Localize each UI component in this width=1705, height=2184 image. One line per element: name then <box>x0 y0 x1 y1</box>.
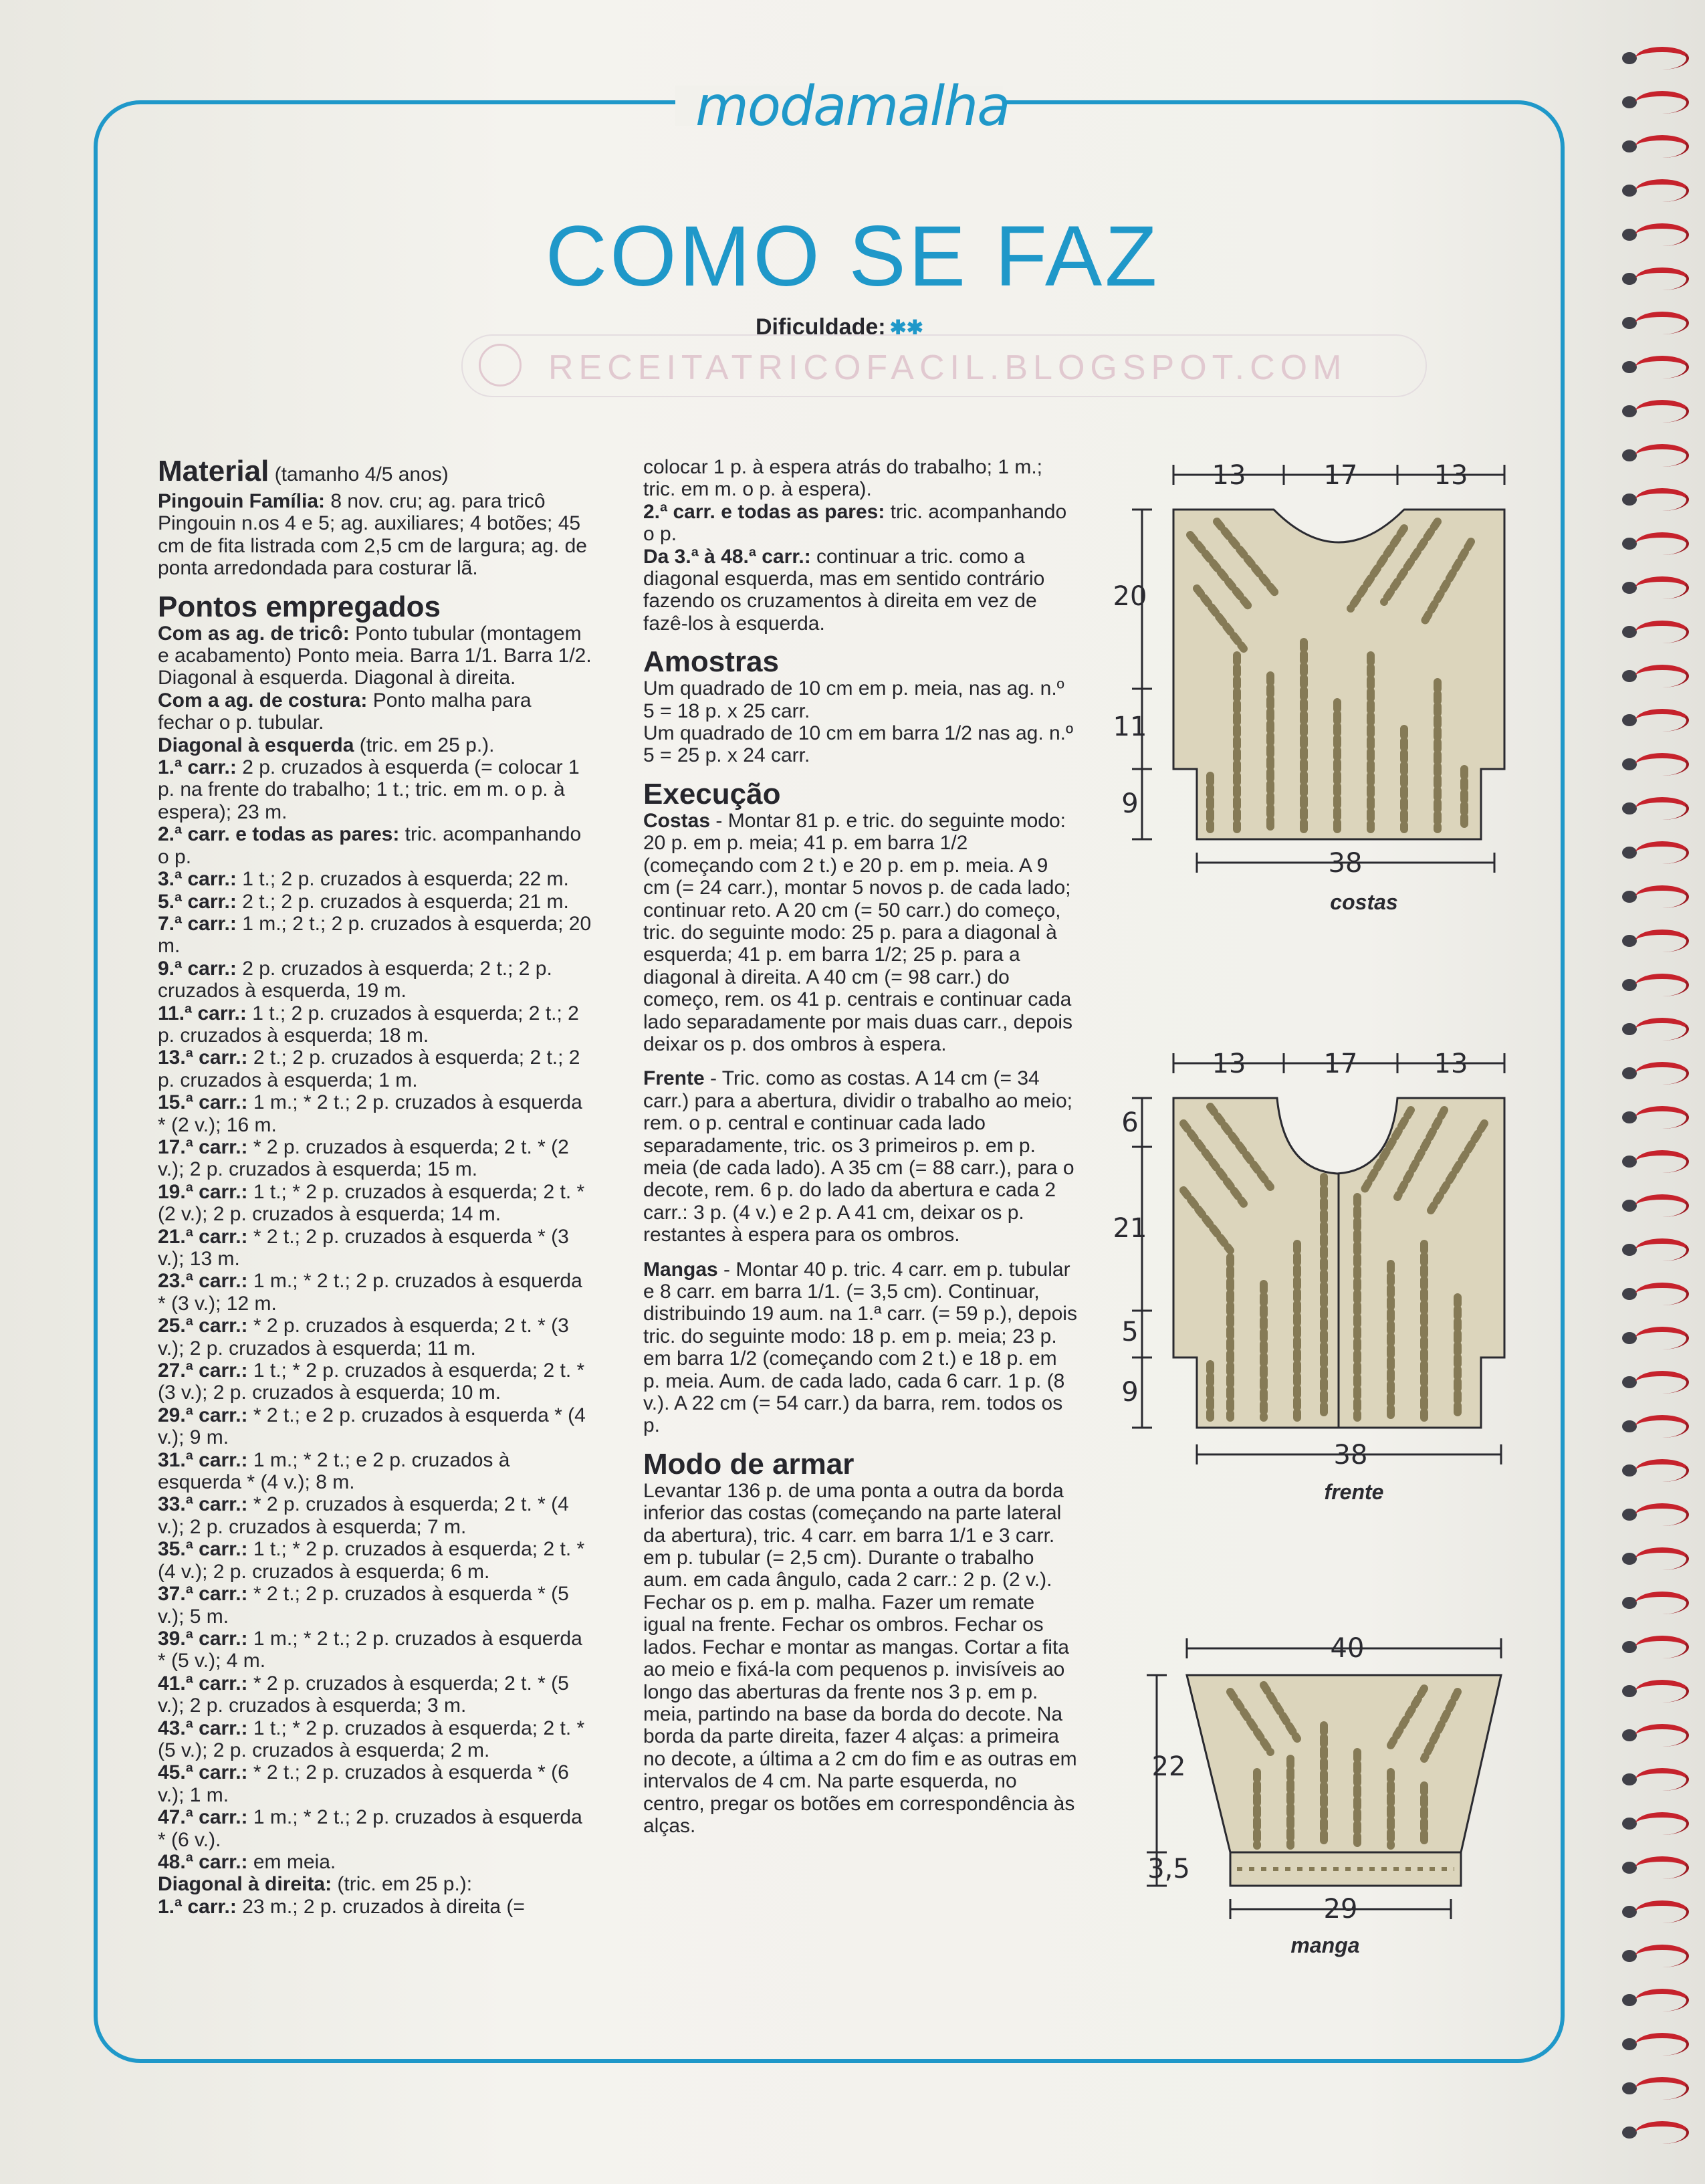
binding-ring <box>1635 1238 1689 1261</box>
instruction-label: 11.ª carr.: <box>158 1002 247 1024</box>
instruction-text: 1 m.; * 2 t.; e 2 p. cruzados à esquerda * (4 v.); 8 m. <box>158 1448 510 1494</box>
instruction-label: 43.ª carr.: <box>158 1717 248 1739</box>
binding-ring <box>1635 753 1689 776</box>
section-heading <box>158 592 592 623</box>
instruction-text: 8 nov. cru; ag. para tricô Pingouin n.os 4 e 5; ag. auxiliares; 4 botões; 45 cm de fita listrada com 2,5 cm de largura; ag. de ponta arredondada para costurar lã. <box>158 490 587 580</box>
binding-ring <box>1635 1150 1689 1173</box>
instruction-text: tric. acompanhando o p. <box>643 500 1067 546</box>
instruction-label: 45.ª carr.: <box>158 1761 248 1784</box>
watermark-text: RECEITATRICOFACIL.BLOGSPOT.COM <box>548 348 1347 387</box>
binding-hole <box>1622 538 1637 550</box>
instruction-label: 48.ª carr.: <box>158 1850 248 1873</box>
instruction-label: 41.ª carr.: <box>158 1672 248 1695</box>
instruction-paragraph <box>158 1672 592 1717</box>
binding-hole <box>1622 670 1637 682</box>
binding-ring <box>1635 1812 1689 1835</box>
instruction-paragraph <box>158 1583 592 1628</box>
instruction-text: - Montar 81 p. e tric. do seguinte modo: 20 p. em p. meia; 41 p. em barra 1/2 (começando com 2 t.) e 20 p. em p. meia. A 9 cm (= 24 carr.), montar 5 novos p. de cada lado; continuar reto. A 20 cm (= 50 carr.) do começo, tric. do seguinte modo: 25 p. para a diagonal à esquerda; 41 p. em barra 1/2; 25 p. para a diagonal à direita. A 40 cm (= 98 carr.) do começo, rem. os 41 p. centrais e continuar cada lado separadamente por mais duas carr., depois deixar os p. dos ombros à espera. <box>643 809 1073 1055</box>
binding-hole <box>1622 140 1637 152</box>
frente-dim-side-3: 5 <box>1121 1317 1139 1347</box>
binding-ring <box>1635 179 1689 202</box>
binding-hole <box>1622 1641 1637 1653</box>
costas-dim-top-center: 17 <box>1323 460 1358 491</box>
instruction-text: 23 m.; 2 p. cruzados à direita (= <box>236 1895 525 1918</box>
binding-hole <box>1622 1685 1637 1697</box>
instruction-label: Execução <box>643 777 781 810</box>
binding-ring <box>1635 1283 1689 1305</box>
instruction-text: 2 p. cruzados à esquerda (= colocar 1 p. na frente do trabalho; 1 t.; tric. em m. o p. à espera); 23 m. <box>158 756 580 823</box>
binding-ring <box>1635 930 1689 952</box>
instruction-text: Um quadrado de 10 cm em barra 1/2 nas ag. n.º 5 = 25 p. x 24 carr. <box>643 722 1073 767</box>
instruction-label: Frente <box>643 1067 705 1090</box>
instruction-paragraph <box>643 546 1078 635</box>
instruction-text: * 2 t.; e 2 p. cruzados à esquerda * (4 v.); 9 m. <box>158 1404 586 1449</box>
binding-ring <box>1635 1989 1689 2011</box>
instruction-label: Com as ag. de tricô: <box>158 622 350 645</box>
instruction-label: Amostras <box>643 645 779 679</box>
binding-hole <box>1622 582 1637 594</box>
binding-ring <box>1635 885 1689 908</box>
instruction-paragraph <box>643 1259 1078 1437</box>
costas-dim-bottom: 38 <box>1328 848 1363 879</box>
instruction-label: Da 3.ª à 48.ª carr.: <box>643 545 811 568</box>
instruction-text: 1 m.; * 2 t.; 2 p. cruzados à esquerda * (6 v.). <box>158 1806 582 1851</box>
binding-ring <box>1635 1900 1689 1923</box>
diagram-manga <box>1137 1625 1524 1959</box>
binding-hole <box>1622 1376 1637 1388</box>
instruction-paragraph <box>158 1181 592 1226</box>
instruction-label: Material <box>158 455 269 487</box>
binding-ring <box>1635 1945 1689 1967</box>
instruction-paragraph <box>643 677 1078 722</box>
binding-ring <box>1635 2121 1689 2144</box>
binding-ring <box>1635 1062 1689 1085</box>
binding-hole <box>1622 2038 1637 2050</box>
binding-ring <box>1635 488 1689 511</box>
instruction-text: continuar a tric. como a diagonal esquerda, mas em sentido contrário fazendo os cruzamentos à direita em vez de fazê-los à esquerda. <box>643 545 1045 635</box>
binding-ring <box>1635 1680 1689 1703</box>
frente-dim-top-center: 17 <box>1323 1049 1358 1079</box>
binding-hole <box>1622 1818 1637 1830</box>
binding-hole <box>1622 1509 1637 1521</box>
binding-hole <box>1622 52 1637 64</box>
binding-hole <box>1622 361 1637 373</box>
binding-hole <box>1622 96 1637 108</box>
instruction-text: - Montar 40 p. tric. 4 carr. em p. tubular e 8 carr. em barra 1/1. (= 3,5 cm). Continuar, distribuindo 19 aum. na 1.ª carr. (= 59 p.), depois tric. do seguinte modo: 18 p. em p. meia; 23 p. em barra 1/2 (começando com 2 t.) e 18 p. em p. meia. Aum. de cada lado, cada 6 carr. 1 p. (8 v.). A 22 cm (= 54 carr.) da barra, rem. todos os p. <box>643 1258 1077 1437</box>
binding-ring <box>1635 1415 1689 1438</box>
binding-hole <box>1622 1332 1637 1344</box>
frente-dim-bottom: 38 <box>1333 1440 1368 1470</box>
instruction-paragraph <box>158 1493 592 1538</box>
binding-hole <box>1622 1994 1637 2006</box>
binding-hole <box>1622 802 1637 814</box>
binding-ring <box>1635 532 1689 555</box>
costas-dim-side-middle: 11 <box>1113 712 1147 742</box>
binding-hole <box>1622 2126 1637 2139</box>
instruction-label: 35.ª carr.: <box>158 1538 248 1561</box>
instruction-label: Modo de armar <box>643 1447 855 1481</box>
instruction-text: (tric. em 25 p.): <box>332 1873 473 1896</box>
instruction-paragraph <box>643 456 1078 501</box>
instruction-label: 23.ª carr.: <box>158 1270 248 1293</box>
instruction-label: 29.ª carr.: <box>158 1404 248 1426</box>
frente-dim-side-4: 9 <box>1121 1377 1139 1408</box>
section-heading <box>643 779 1078 810</box>
instruction-label: 27.ª carr.: <box>158 1359 248 1382</box>
binding-ring <box>1635 47 1689 70</box>
instructions-column-middle <box>643 456 1078 1837</box>
instructions-column-left <box>158 456 592 1918</box>
instruction-text: * 2 p. cruzados à esquerda; 2 t. * (3 v.); 2 p. cruzados à esquerda; 11 m. <box>158 1315 569 1359</box>
binding-ring <box>1635 1106 1689 1129</box>
binding-hole <box>1622 1729 1637 1741</box>
binding-ring <box>1635 974 1689 996</box>
section-heading <box>643 647 1078 677</box>
instruction-label: 15.ª carr.: <box>158 1091 248 1114</box>
instruction-text: Um quadrado de 10 cm em p. meia, nas ag. n.º 5 = 18 p. x 25 carr. <box>643 677 1064 722</box>
binding-hole <box>1622 1200 1637 1212</box>
binding-ring <box>1635 1592 1689 1614</box>
binding-hole <box>1622 758 1637 770</box>
binding-ring <box>1635 841 1689 864</box>
binding-ring <box>1635 400 1689 423</box>
instruction-label: Costas <box>643 809 711 832</box>
instruction-label: 1.ª carr.: <box>158 1895 237 1918</box>
binding-hole <box>1622 229 1637 241</box>
binding-ring <box>1635 312 1689 334</box>
instruction-paragraph <box>158 1136 592 1181</box>
instruction-paragraph <box>643 722 1078 767</box>
instruction-paragraph <box>643 501 1078 546</box>
instruction-text: 1 m.; * 2 t.; 2 p. cruzados à esquerda * (3 v.); 12 m. <box>158 1270 582 1315</box>
instruction-paragraph <box>158 1896 592 1918</box>
instruction-label: 37.ª carr.: <box>158 1583 248 1606</box>
instruction-label: Mangas <box>643 1258 718 1281</box>
instruction-text: 1 t.; * 2 p. cruzados à esquerda; 2 t. * (4 v.); 2 p. cruzados à esquerda; 6 m. <box>158 1538 585 1583</box>
manga-dim-bottom: 29 <box>1323 1894 1358 1925</box>
instruction-label: 5.ª carr.: <box>158 890 237 913</box>
difficulty-label: Dificuldade: <box>756 314 886 340</box>
binding-hole <box>1622 935 1637 947</box>
instruction-paragraph <box>158 1717 592 1762</box>
binding-ring <box>1635 665 1689 687</box>
instruction-label: 2.ª carr. e todas as pares: <box>643 500 885 523</box>
instruction-text: * 2 t.; 2 p. cruzados à esquerda * (5 v.); 5 m. <box>158 1583 569 1628</box>
binding-ring <box>1635 1194 1689 1217</box>
instruction-paragraph <box>158 623 592 689</box>
frente-dim-side-2: 21 <box>1113 1213 1147 1244</box>
instruction-text: * 2 t.; 2 p. cruzados à esquerda * (3 v.); 13 m. <box>158 1225 569 1270</box>
instruction-text: 2 t.; 2 p. cruzados à esquerda; 21 m. <box>236 890 569 913</box>
frente-dim-side-1: 6 <box>1121 1107 1139 1138</box>
binding-hole <box>1622 1862 1637 1874</box>
binding-hole <box>1622 1156 1637 1168</box>
instruction-label: Diagonal à direita: <box>158 1873 332 1896</box>
instruction-text: 1 t.; * 2 p. cruzados à esquerda; 2 t. * (3 v.); 2 p. cruzados à esquerda; 10 m. <box>158 1359 585 1404</box>
instruction-label: 33.ª carr.: <box>158 1493 248 1516</box>
instruction-text: 1 t.; 2 p. cruzados à esquerda; 22 m. <box>236 868 569 891</box>
instruction-label: Diagonal à esquerda <box>158 734 354 756</box>
binding-hole <box>1622 626 1637 638</box>
binding-ring <box>1635 1724 1689 1747</box>
frente-dim-top-right: 13 <box>1434 1049 1468 1079</box>
instruction-paragraph <box>158 1806 592 1851</box>
instruction-text: (tamanho 4/5 anos) <box>269 463 449 485</box>
instruction-label: Pontos empregados <box>158 590 441 623</box>
manga-dim-side-length: 22 <box>1151 1751 1186 1782</box>
instruction-label: 3.ª carr.: <box>158 868 237 891</box>
instruction-text: Ponto tubular (montagem e acabamento) Ponto meia. Barra 1/1. Barra 1/2. Diagonal à esquerda. Diagonal à direita. <box>158 622 592 689</box>
instruction-paragraph <box>643 810 1078 1055</box>
instruction-label: 31.ª carr.: <box>158 1448 248 1471</box>
instruction-paragraph <box>158 823 592 868</box>
binding-hole <box>1622 317 1637 329</box>
binding-ring <box>1635 135 1689 158</box>
binding-ring <box>1635 1636 1689 1658</box>
instruction-label: 21.ª carr.: <box>158 1225 248 1248</box>
instruction-text: Ponto malha para fechar o p. tubular. <box>158 689 532 734</box>
instruction-text: tric. acompanhando o p. <box>158 823 582 868</box>
costas-dim-side-lower: 9 <box>1121 788 1139 819</box>
instruction-paragraph <box>643 1480 1078 1838</box>
instruction-label: 17.ª carr.: <box>158 1135 248 1158</box>
instruction-label: 47.ª carr.: <box>158 1806 248 1829</box>
instruction-text: - Tric. como as costas. A 14 cm (= 34 carr.) para a abertura, dividir o trabalho ao meio; rem. o p. central e continuar cada lado separadamente, tric. os 3 primeiros p. em p. meia (de cada lado). A 35 cm (= 88 carr.), para o decote, rem. 6 p. do lado da abertura e cada 2 carr.: 3 p. (4 v.) e 2 p. A 41 cm, deixar os p. restantes à espera para os ombros. <box>643 1067 1074 1246</box>
instruction-paragraph <box>158 689 592 734</box>
instruction-text: 1 m.; * 2 t.; 2 p. cruzados à esquerda * (5 v.); 4 m. <box>158 1627 582 1672</box>
instruction-label: Com a ag. de costura: <box>158 689 368 712</box>
binding-hole <box>1622 1773 1637 1785</box>
instruction-text: * 2 p. cruzados à esquerda; 2 t. * (4 v.); 2 p. cruzados à esquerda; 7 m. <box>158 1493 569 1538</box>
instruction-label: 39.ª carr.: <box>158 1627 248 1650</box>
binding-hole <box>1622 494 1637 506</box>
instruction-paragraph <box>158 1091 592 1136</box>
instruction-paragraph <box>158 756 592 823</box>
instruction-paragraph <box>158 1270 592 1315</box>
binding-hole <box>1622 1288 1637 1300</box>
binding-ring <box>1635 91 1689 114</box>
instruction-text: 1 t.; * 2 p. cruzados à esquerda; 2 t. * (2 v.); 2 p. cruzados à esquerda; 14 m. <box>158 1180 585 1226</box>
binding-hole <box>1622 273 1637 285</box>
binding-hole <box>1622 1950 1637 1962</box>
costas-dim-top-right: 13 <box>1434 460 1468 491</box>
binding-ring <box>1635 1018 1689 1041</box>
diagram-costas <box>1110 455 1524 923</box>
instruction-text: colocar 1 p. à espera atrás do trabalho; 1 m.; tric. em m. o p. à espera). <box>643 456 1042 501</box>
instruction-text: 2 p. cruzados à esquerda; 2 t.; 2 p. cruzados à esquerda, 19 m. <box>158 957 552 1002</box>
section-heading <box>158 456 592 490</box>
instruction-label: 19.ª carr.: <box>158 1180 248 1203</box>
frente-dim-top-left: 13 <box>1212 1049 1246 1079</box>
costas-caption: costas <box>1330 890 1398 914</box>
instruction-label: 7.ª carr.: <box>158 912 237 935</box>
instruction-paragraph <box>158 490 592 580</box>
binding-hole <box>1622 1023 1637 1035</box>
instruction-paragraph <box>643 1067 1078 1246</box>
binding-hole <box>1622 1067 1637 1079</box>
binding-ring <box>1635 1768 1689 1791</box>
binding-ring <box>1635 2033 1689 2056</box>
binding-hole <box>1622 405 1637 417</box>
instruction-paragraph <box>158 1404 592 1449</box>
instruction-text: 1 t.; 2 p. cruzados à esquerda; 2 t.; 2 p. cruzados à esquerda; 18 m. <box>158 1002 579 1047</box>
instruction-label: 1.ª carr.: <box>158 756 237 779</box>
binding-ring <box>1635 621 1689 643</box>
instruction-text: * 2 p. cruzados à esquerda; 2 t. * (5 v.); 2 p. cruzados à esquerda; 3 m. <box>158 1672 569 1717</box>
instruction-paragraph <box>158 1538 592 1583</box>
binding-hole <box>1622 1420 1637 1432</box>
instruction-text: em meia. <box>247 1850 336 1873</box>
instruction-text: * 2 t.; 2 p. cruzados à esquerda * (6 v.); 1 m. <box>158 1761 569 1806</box>
binding-ring <box>1635 2077 1689 2100</box>
binding-hole <box>1622 1597 1637 1609</box>
manga-caption: manga <box>1290 1933 1360 1957</box>
instruction-text: * 2 p. cruzados à esquerda; 2 t. * (2 v.); 2 p. cruzados à esquerda; 15 m. <box>158 1135 569 1181</box>
binding-ring <box>1635 1327 1689 1349</box>
binding-hole <box>1622 185 1637 197</box>
instruction-paragraph <box>158 891 592 913</box>
instruction-paragraph <box>158 1359 592 1404</box>
instruction-paragraph <box>158 734 592 756</box>
binding-hole <box>1622 891 1637 903</box>
instruction-text: 1 m.; * 2 t.; 2 p. cruzados à esquerda * (2 v.); 16 m. <box>158 1091 582 1136</box>
binding-hole <box>1622 2082 1637 2094</box>
binding-ring <box>1635 1371 1689 1394</box>
binding-hole <box>1622 1906 1637 1918</box>
instruction-label: 9.ª carr.: <box>158 957 237 980</box>
costas-dim-side-upper: 20 <box>1113 581 1147 612</box>
section-heading <box>643 1449 1078 1480</box>
instruction-text: 2 t.; 2 p. cruzados à esquerda; 2 t.; 2 p. cruzados à esquerda; 1 m. <box>158 1047 580 1091</box>
binding-ring <box>1635 1459 1689 1482</box>
binding-ring <box>1635 1503 1689 1526</box>
manga-dim-top: 40 <box>1330 1633 1365 1664</box>
binding-ring <box>1635 356 1689 378</box>
instruction-paragraph <box>158 1851 592 1873</box>
instruction-paragraph <box>158 1315 592 1359</box>
frente-caption: frente <box>1324 1480 1384 1504</box>
binding-hole <box>1622 847 1637 859</box>
difficulty-stars: ✱✱ <box>889 317 923 339</box>
binding-ring <box>1635 576 1689 599</box>
page-title: COMO SE FAZ <box>545 209 1160 304</box>
instruction-paragraph <box>158 1449 592 1494</box>
yarn-ball-icon <box>479 344 522 387</box>
instruction-text: 1 m.; 2 t.; 2 p. cruzados à esquerda; 20 m. <box>158 912 592 958</box>
binding-ring <box>1635 797 1689 820</box>
instruction-paragraph <box>158 1873 592 1895</box>
instruction-paragraph <box>158 1761 592 1806</box>
binding-ring <box>1635 1547 1689 1570</box>
instruction-label: Pingouin Família: <box>158 490 326 512</box>
binding-hole <box>1622 714 1637 726</box>
binding-ring <box>1635 223 1689 246</box>
instruction-paragraph <box>158 1628 592 1672</box>
binding-hole <box>1622 1244 1637 1256</box>
binding-hole <box>1622 1111 1637 1123</box>
instruction-paragraph <box>158 958 592 1002</box>
instruction-label: 13.ª carr.: <box>158 1047 248 1069</box>
binding-ring <box>1635 1856 1689 1879</box>
instruction-paragraph <box>158 1047 592 1091</box>
binding-hole <box>1622 1464 1637 1477</box>
binding-hole <box>1622 1553 1637 1565</box>
magazine-logo: modamalha <box>695 75 1010 138</box>
instruction-label: 25.ª carr.: <box>158 1315 248 1337</box>
costas-dim-top-left: 13 <box>1212 460 1246 491</box>
binding-ring <box>1635 444 1689 467</box>
binding-ring <box>1635 709 1689 732</box>
instruction-text: 1 t.; * 2 p. cruzados à esquerda; 2 t. * (5 v.); 2 p. cruzados à esquerda; 2 m. <box>158 1717 585 1761</box>
binding-ring <box>1635 267 1689 290</box>
diagram-frente <box>1110 1043 1524 1511</box>
manga-dim-side-cuff: 3,5 <box>1147 1854 1190 1884</box>
instruction-paragraph <box>158 1002 592 1047</box>
instruction-text: Levantar 136 p. de uma ponta a outra da borda inferior das costas (começando na parte lateral da abertura), tric. 4 carr. em barra 1/1 e 3 carr. em p. tubular (= 2,5 cm). Durante o trabalho aum. em cada ângulo, cada 2 carr.: 2 p. (2 v.). Fechar os p. em p. malha. Fazer um remate igual na frente. Fechar os ombros. Fechar os lados. Fechar e montar as mangas. Cortar a fita ao meio e fixá-la com pequenos p. invisíveis ao longo das aberturas da frente nos 3 p. em p. meia, partindo na base da borda do decote. Na borda da parte direita, fazer 4 alças: a primeira no decote, a última a 2 cm do fim e as outras em intervalos de 4 cm. Na parte esquerda, no centro, pregar os botões em correspondência às alças. <box>643 1479 1077 1837</box>
binding-hole <box>1622 449 1637 461</box>
blog-watermark <box>461 334 1427 397</box>
instruction-paragraph <box>158 1226 592 1271</box>
binding-hole <box>1622 979 1637 991</box>
instruction-label: 2.ª carr. e todas as pares: <box>158 823 400 846</box>
instruction-text: (tric. em 25 p.). <box>354 734 495 756</box>
instruction-paragraph <box>158 868 592 890</box>
instruction-paragraph <box>158 913 592 958</box>
